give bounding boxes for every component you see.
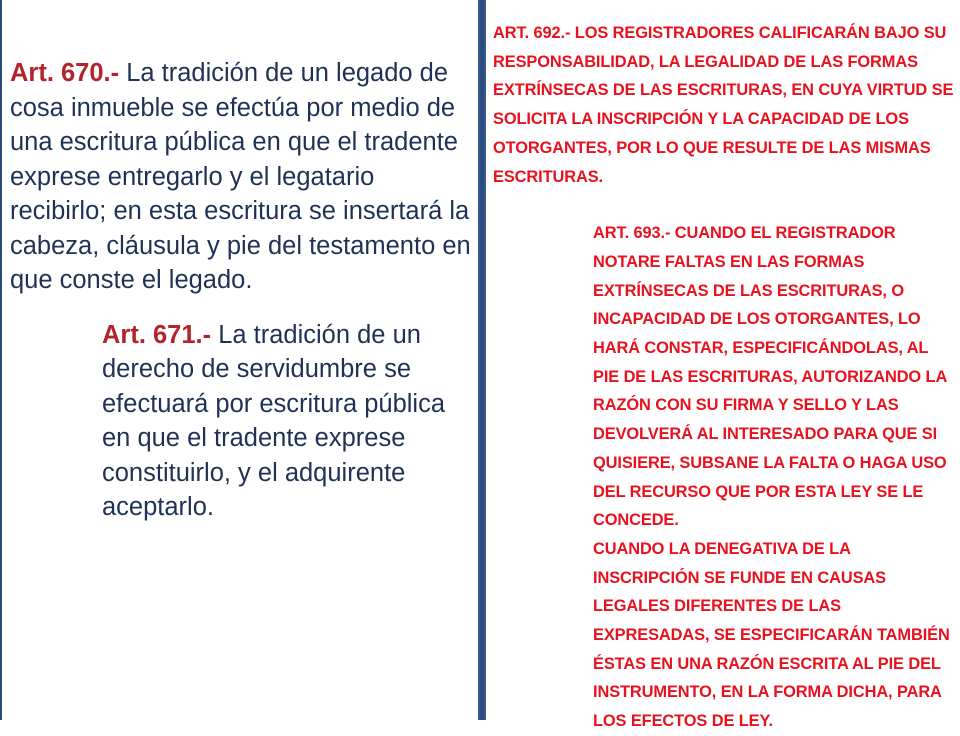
article-692: ART. 692.- LOS REGISTRADORES CALIFICARÁN BAJO SU RESPONSABILIDAD, LA LEGALIDAD DE LAS FORMAS EXTRÍNSECAS DE LAS ESCRITURAS, EN CUYA VIRTUD SE SOLICITA LA INSCRIPCIÓN Y LA CAPACIDAD DE LOS OTORGANTES, POR LO QUE RESULTE DE LAS MISMAS ESCRITURAS. xyxy=(493,24,954,186)
column-divider xyxy=(478,0,486,720)
article-670 xyxy=(10,56,472,298)
left-text-block xyxy=(10,56,472,525)
article-671 xyxy=(10,318,472,525)
right-column xyxy=(486,0,960,731)
article-670-text: La tradición de un legado de cosa inmueble se efectúa por medio de una escritura pública en que el tradente exprese entregarlo y el legatario recibirlo; en esta escritura se insertará la cabeza, cláusula y pie del testamento en que conste el legado. xyxy=(10,59,471,294)
article-671-text: La tradición de un derecho de servidumbre se efectuará por escritura pública en que el tradente exprese constituirlo, y el adquirente aceptarlo. xyxy=(102,320,446,521)
article-671-heading: Art. 671.- xyxy=(102,320,212,349)
right-text-block xyxy=(493,19,955,736)
paragraph-gap xyxy=(493,191,955,219)
article-693-continued: CUANDO LA DENEGATIVA DE LA INSCRIPCIÓN SE FUNDE EN CAUSAS LEGALES DIFERENTES DE LAS EXPRESADAS, SE ESPECIFICARÁN TAMBIÉN ÉSTAS EN UNA RAZÓN ESCRITA AL PIE DEL INSTRUMENTO, EN LA FORMA DICHA, PARA LOS EFECTOS DE LEY. xyxy=(593,539,950,731)
left-column xyxy=(2,0,478,720)
article-670-heading: Art. 670.- xyxy=(10,59,120,87)
article-693: ART. 693.- CUANDO EL REGISTRADOR NOTARE FALTAS EN LAS FORMAS EXTRÍNSECAS DE LAS ESCRITURAS, O INCAPACIDAD DE LOS OTORGANTES, LO HARÁ CONSTAR, ESPECIFICÁNDOLAS, AL PIE DE LAS ESCRITURAS, AUTORIZANDO LA RAZÓN CON SU FIRMA Y SELLO Y LAS DEVOLVERÁ AL INTERESADO PARA QUE SI QUISIERE, SUBSANE LA FALTA O HAGA USO DEL RECURSO QUE POR ESTA LEY SE LE CONCEDE. xyxy=(593,224,947,530)
